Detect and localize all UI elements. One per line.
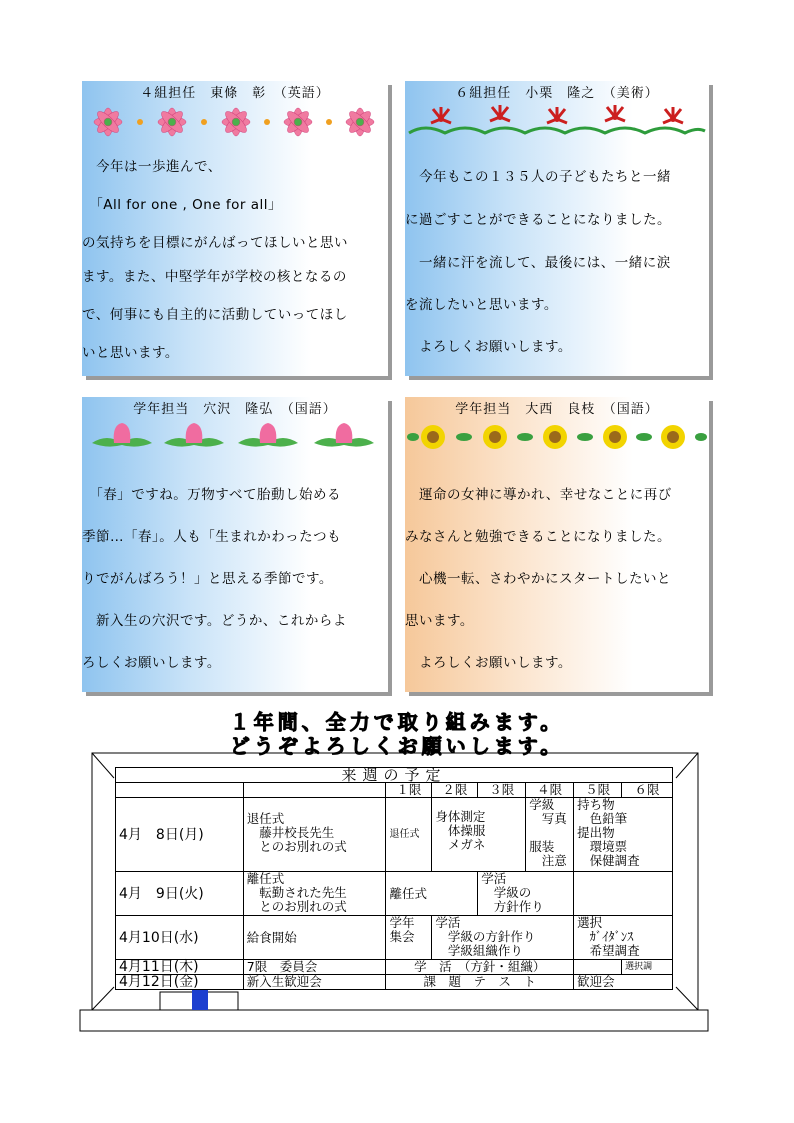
table-row	[116, 975, 673, 990]
card-header: 学年担当 大西 良枝 （国語）	[455, 402, 659, 417]
schedule-cell: 選択調	[622, 960, 673, 975]
schedule-period-header	[116, 783, 673, 798]
schedule-date: 4月12日(金)	[116, 975, 244, 990]
card-text-line: 「All for one , One for all」	[82, 197, 283, 213]
red-lily-border-icon	[405, 101, 709, 141]
schedule-event: 退任式 藤井校長先生 とのお別れの式	[243, 798, 386, 872]
teacher-card-anazawa	[82, 397, 388, 692]
card-text-line: 運命の女神に導かれ、幸せなことに再び	[405, 487, 672, 503]
table-row	[116, 916, 673, 960]
pink-flower-border-icon	[82, 101, 388, 141]
schedule-cell: 選択 ｶﾞｲﾀﾞﾝｽ 希望調査	[574, 916, 673, 960]
sunflower-border-icon	[405, 417, 709, 457]
schedule-cell: 学活 学級の 方針作り	[478, 872, 574, 916]
schedule-event: 離任式 転勤された先生 とのお別れの式	[243, 872, 386, 916]
schedule-date: 4月 9日(火)	[116, 872, 244, 916]
period-header: ４限	[526, 783, 574, 798]
weekly-schedule-table	[115, 767, 673, 990]
card-text-line: 心機一転、さわやかにスタートしたいと	[405, 571, 671, 587]
card-text-line: みなさんと勉強できることになりました。	[405, 529, 671, 545]
card-text-line: よろしくお願いします。	[405, 339, 572, 355]
schedule-cell: 学 活 （方針・組織）	[386, 960, 574, 975]
card-header: ６組担任 小栗 隆之 （美術）	[455, 86, 659, 101]
card-text-line: に過ごすことができることになりました。	[405, 212, 671, 228]
schedule-cell: 離任式	[386, 872, 478, 916]
card-text-line: ます。また、中堅学年が学校の核となるの	[82, 269, 347, 285]
teacher-card-oguri	[405, 81, 709, 376]
schedule-cell: 持ち物 色鉛筆 提出物 環境票 保健調査	[574, 798, 673, 872]
period-header: ５限	[574, 783, 622, 798]
schedule-cell	[574, 872, 673, 916]
period-header: ２限	[432, 783, 478, 798]
schedule-date: 4月10日(水)	[116, 916, 244, 960]
schedule-cell	[574, 960, 622, 975]
schedule-cell: 課 題 テ ス ト	[386, 975, 574, 990]
period-header: １限	[386, 783, 432, 798]
teacher-card-oonishi	[405, 397, 709, 692]
schedule-cell: 退任式	[386, 798, 432, 872]
teacher-card-touzyou	[82, 81, 388, 376]
card-text-line: ろしくお願いします。	[82, 655, 221, 671]
card-text-line: の気持ちを目標にがんばってほしいと思い	[82, 235, 348, 251]
motto-line-1: １年間、全力で取り組みます。	[229, 710, 565, 734]
schedule-event: 新入生歓迎会	[243, 975, 386, 990]
period-header: ３限	[478, 783, 526, 798]
card-text-line: よろしくお願いします。	[405, 655, 572, 671]
card-text-line: 今年もこの１３５人の子どもたちと一緒	[405, 169, 671, 185]
card-text-line: りでがんばろう！」と思える季節です。	[82, 571, 333, 587]
card-text-line: で、何事にも自主的に活動していってほし	[82, 307, 348, 323]
schedule-event: 7限 委員会	[243, 960, 386, 975]
card-text-line: 新入生の穴沢です。どうか、これからよ	[82, 613, 347, 629]
card-text-line: 一緒に汗を流して、最後には、一緒に涙	[405, 255, 671, 271]
schedule-event: 給食開始	[243, 916, 386, 960]
card-text-line: 「春」ですね。万物すべて胎動し始める	[82, 487, 341, 503]
card-text-line: を流したいと思います。	[405, 297, 558, 313]
card-text-line: いと思います。	[82, 345, 179, 361]
schedule-cell: 身体測定 体操服 メガネ	[432, 798, 526, 872]
schedule-date: 4月11日(木)	[116, 960, 244, 975]
schedule-cell: 歓迎会	[574, 975, 673, 990]
card-header: 学年担当 穴沢 隆弘 （国語）	[133, 402, 337, 417]
schedule-date: 4月 8日(月)	[116, 798, 244, 872]
card-text-line: 今年は一歩進んで、	[82, 159, 222, 175]
schedule-title: 来週の予定	[116, 768, 673, 783]
schedule-cell: 学年 集会	[386, 916, 432, 960]
schedule-cell: 学活 学級の方針作り 学級組織作り	[432, 916, 574, 960]
schedule-cell: 学級 写真 服装 注意	[526, 798, 574, 872]
motto-line-2: どうぞよろしくお願いします。	[229, 734, 565, 758]
card-header: ４組担任 東條 彰 （英語）	[140, 86, 330, 101]
table-row	[116, 960, 673, 975]
card-text-line: 思います。	[405, 613, 474, 629]
table-row	[116, 872, 673, 916]
schedule-title-row	[116, 768, 673, 783]
period-header: ６限	[622, 783, 673, 798]
card-text-line: 季節…「春」。人も「生まれかわったつも	[82, 529, 342, 545]
pink-tulip-border-icon	[82, 417, 388, 457]
eraser-icon	[192, 990, 208, 1010]
table-row	[116, 798, 673, 872]
